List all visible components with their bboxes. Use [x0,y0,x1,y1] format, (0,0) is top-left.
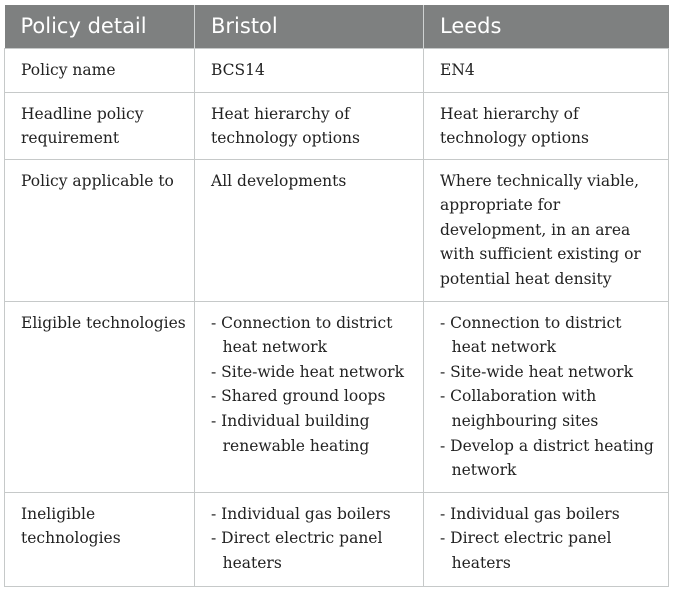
list-item: - Connection to district heat network [440,313,622,357]
bristol-cell [195,92,424,159]
row-label: Policy applicable to [5,159,195,301]
row-label: Policy name [5,48,195,92]
leeds-cell [424,48,669,92]
leeds-cell [424,492,669,586]
cell-line: Where technically viable, appropriate for development, in an area with sufficient existing or potential heat density [440,171,641,289]
list-item: - Site-wide heat network [440,362,633,381]
list-item: - Develop a district heating network [440,436,654,480]
table-row [5,48,669,92]
leeds-cell [424,301,669,492]
cell-line: Heat hierarchy of technology options [440,104,589,148]
row-label: Eligible technologies [5,301,195,492]
list-item: - Individual gas boilers [440,504,620,523]
header-bristol: Bristol [195,5,424,48]
cell-line: Heat hierarchy of technology options [211,104,360,148]
cell-line: BCS14 [211,60,265,79]
header-leeds: Leeds [424,5,669,48]
header-row [5,5,669,48]
cell-line: All developments [211,171,347,190]
list-item: - Connection to district heat network [211,313,393,357]
bristol-cell [195,159,424,301]
list-item: - Individual gas boilers [211,504,391,523]
cell-line: EN4 [440,60,475,79]
policy-comparison-table [4,5,669,587]
leeds-cell [424,159,669,301]
list-item: - Collaboration with neighbouring sites [440,387,599,431]
bristol-cell [195,301,424,492]
list-item: - Shared ground loops [211,387,386,406]
list-item: - Direct electric panel heaters [440,529,612,572]
list-item: - Direct electric panel heaters [211,529,383,572]
list-item: - Site-wide heat network [211,362,404,381]
header-policy-detail: Policy detail [5,5,195,48]
table-row [5,92,669,159]
table-row [5,159,669,301]
table-row [5,492,669,586]
row-label: Ineligible technologies [5,492,195,586]
bristol-cell [195,48,424,92]
row-label: Headline policy requirement [5,92,195,159]
list-item: - Individual building renewable heating [211,412,370,455]
table-row [5,301,669,492]
leeds-cell [424,92,669,159]
bristol-cell [195,492,424,586]
